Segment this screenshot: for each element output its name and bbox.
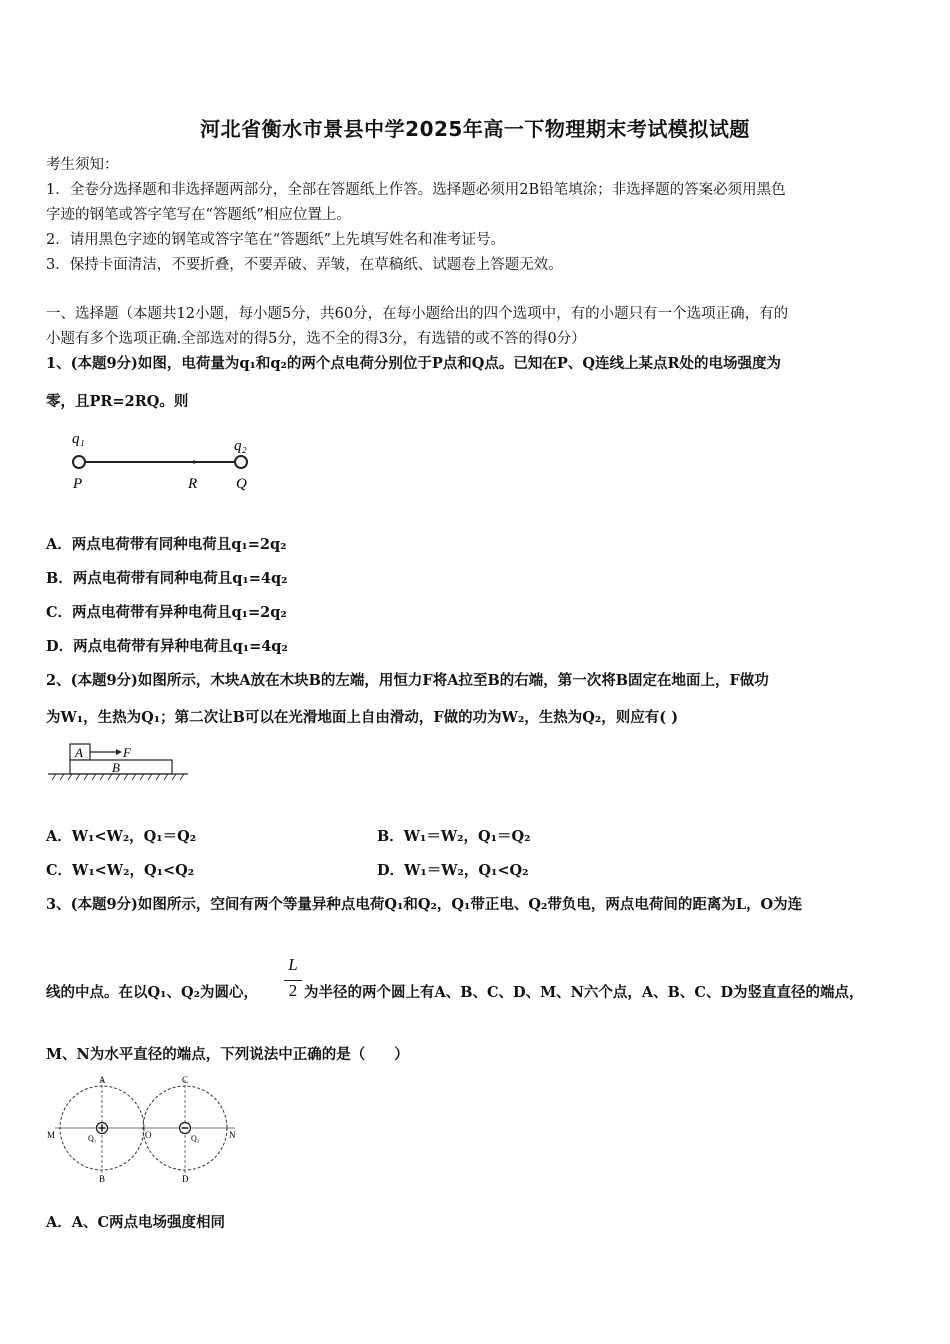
label-n: N bbox=[229, 1130, 236, 1140]
point-r bbox=[192, 460, 195, 463]
label-q1: Q₁ bbox=[88, 1134, 97, 1143]
question-2-option-a: A．W₁<W₂，Q₁＝Q₂ bbox=[46, 828, 197, 845]
question-2-option-d: D．W₁＝W₂，Q₁<Q₂ bbox=[377, 862, 529, 879]
question-1-option-a: A．两点电荷带有同种电荷且q₁=2q₂ bbox=[46, 536, 287, 553]
fraction-denominator: 2 bbox=[288, 981, 298, 1000]
charge-q1-circle bbox=[73, 456, 85, 468]
notice-item-1-line-2: 字迹的钢笔或答字笔写在“答题纸”相应位置上。 bbox=[46, 207, 351, 223]
question-3-figure bbox=[45, 1072, 245, 1184]
question-1-line-1: 1、(本题9分)如图，电荷量为q₁和q₂的两个点电荷分别位于P点和Q点。已知在P、Q连线上某点R处的电场强度为 bbox=[46, 355, 781, 372]
label-q1: q₁ bbox=[72, 431, 85, 447]
notice-item-2: 2．请用黑色字迹的钢笔或答字笔在“答题纸”上先填写姓名和准考证号。 bbox=[46, 232, 506, 248]
notice-heading: 考生须知： bbox=[46, 157, 119, 173]
page-title: 河北省衡水市景县中学2025年高一下物理期末考试模拟试题 bbox=[200, 117, 750, 141]
label-p: P bbox=[73, 476, 83, 492]
question-1-option-b: B．两点电荷带有同种电荷且q₁=4q₂ bbox=[46, 570, 288, 587]
section-1-instructions-line-1: 一、选择题（本题共12小题，每小题5分，共60分，在每小题给出的四个选项中，有的小题只有一个选项正确，有的 bbox=[46, 306, 789, 322]
fraction-numerator: L bbox=[288, 955, 298, 974]
question-3-line-1: 3、(本题9分)如图所示，空间有两个等量异种点电荷Q₁和Q₂，Q₁带正电、Q₂带负电，两点电荷间的距离为L，O为连 bbox=[46, 896, 803, 913]
label-a: A bbox=[75, 745, 83, 760]
label-o: O bbox=[145, 1130, 152, 1140]
label-q: Q bbox=[236, 476, 247, 492]
question-2-option-b: B．W₁＝W₂，Q₁＝Q₂ bbox=[377, 828, 531, 845]
notice-item-3: 3．保持卡面清洁，不要折叠，不要弄破、弄皱，在草稿纸、试题卷上答题无效。 bbox=[46, 257, 563, 273]
question-3-line-2-part-1: 线的中点。在以Q₁、Q₂为圆心， bbox=[46, 984, 258, 1001]
label-d: D bbox=[182, 1174, 189, 1184]
label-c: C bbox=[182, 1075, 189, 1085]
label-q2: q₂ bbox=[234, 438, 247, 454]
label-a: A bbox=[99, 1075, 106, 1085]
label-q2: Q₂ bbox=[191, 1134, 200, 1143]
question-1-figure bbox=[60, 425, 280, 500]
charge-q2-circle bbox=[235, 456, 247, 468]
label-b: B bbox=[112, 760, 120, 775]
question-1-line-2: 零，且PR=2RQ。则 bbox=[46, 393, 189, 410]
block-b bbox=[70, 760, 172, 774]
question-2-figure bbox=[48, 740, 198, 785]
question-3-option-a: A．A、C两点电场强度相同 bbox=[46, 1214, 226, 1231]
question-3-line-2-part-2: 为半径的两个圆上有A、B、C、D、M、N六个点，A、B、C、D为竖直直径的端点， bbox=[304, 984, 864, 1001]
question-2-option-c: C．W₁<W₂，Q₁<Q₂ bbox=[46, 862, 195, 879]
question-3-line-3: M、N为水平直径的端点，下列说法中正确的是（ ） bbox=[46, 1046, 409, 1063]
question-2-line-1: 2、(本题9分)如图所示，木块A放在木块B的左端，用恒力F将A拉至B的右端，第一次将B固定在地面上，F做功 bbox=[46, 672, 769, 689]
question-1-option-c: C．两点电荷带有异种电荷且q₁=2q₂ bbox=[46, 604, 287, 621]
label-m: M bbox=[47, 1130, 56, 1140]
question-1-option-d: D．两点电荷带有异种电荷且q₁=4q₂ bbox=[46, 638, 288, 655]
section-1-instructions-line-2: 小题有多个选项正确.全部选对的得5分，选不全的得3分，有选错的或不答的得0分） bbox=[46, 331, 586, 347]
label-f: F bbox=[123, 745, 131, 760]
label-b: B bbox=[99, 1174, 106, 1184]
force-arrow-head bbox=[116, 749, 122, 755]
notice-item-1-line-1: 1．全卷分选择题和非选择题两部分，全部在答题纸上作答。选择题必须用2B铅笔填涂；非选择题的答案必须用黑色 bbox=[46, 182, 786, 198]
label-r: R bbox=[188, 476, 198, 492]
question-2-line-2: 为W₁，生热为Q₁；第二次让B可以在光滑地面上自由滑动，F做的功为W₂，生热为Q₂，则应有( ) bbox=[46, 709, 679, 726]
